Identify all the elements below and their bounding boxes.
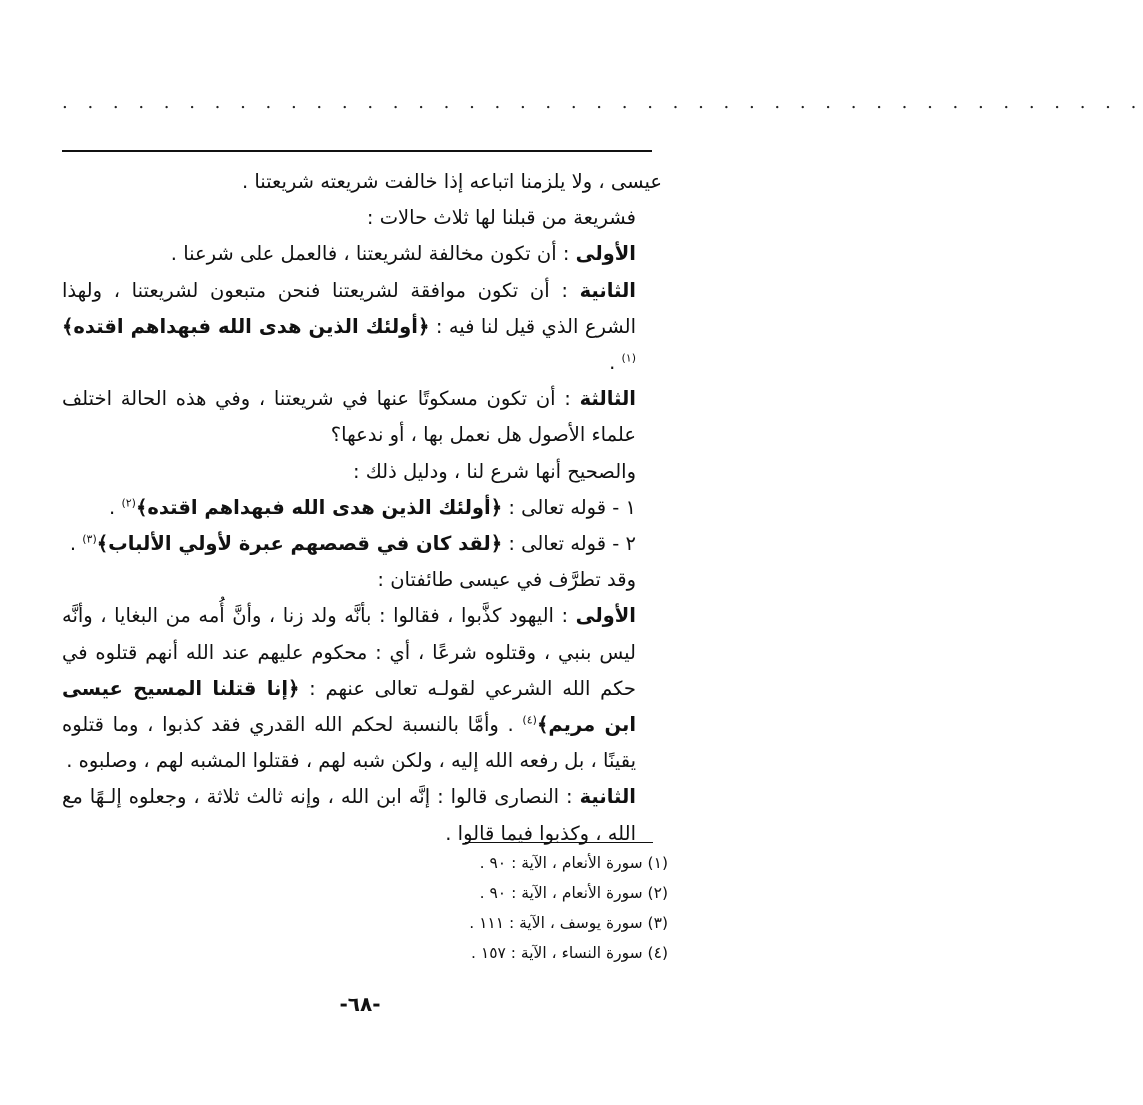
paragraph: وقد تطرَّف في عيسى طائفتان : xyxy=(377,568,636,592)
paragraph-text: : أن تكون مسكوتًا عنها في شريعتنا ، وفي هذه الحالة اختلف علماء الأصول هل نعمل بها ، أو ندعها؟ xyxy=(62,387,636,447)
list-item-text: ٢ - قوله تعالى : xyxy=(502,532,636,556)
footnote-rule xyxy=(465,842,653,843)
paragraph xyxy=(62,779,662,851)
footnotes xyxy=(300,848,668,968)
paragraph: عيسى ، ولا يلزمنا اتباعه إذا خالفت شريعته شريعتنا . xyxy=(241,170,662,193)
paragraph: والصحيح أنها شرع لنا ، ودليل ذلك : xyxy=(352,459,636,483)
page-number: -٦٨- xyxy=(339,992,381,1016)
footnote-ref: (٣) xyxy=(82,532,97,546)
main-text xyxy=(62,164,662,852)
paragraph xyxy=(62,273,662,382)
footnote: (٣) سورة يوسف ، الآية : ١١١ . xyxy=(469,914,668,932)
quran-quote: ﴿لقد كان في قصصهم عبرة لأولي الألباب﴾ xyxy=(96,532,503,556)
footnote: (١) سورة الأنعام ، الآية : ٩٠ . xyxy=(479,854,668,872)
paragraph: فشريعة من قبلنا لها ثلاث حالات : xyxy=(366,206,636,230)
paragraph-text: : أن تكون موافقة لشريعتنا فنحن متبعون لشريعتنا ، ولهذا الشرع الذي قيل لنا فيه : xyxy=(62,278,636,338)
quran-quote: ﴿إنا قتلنا المسيح عيسى ابن مريم﴾ xyxy=(62,676,637,737)
case-label: الثالثة xyxy=(579,387,636,411)
footnote-ref: (٢) xyxy=(121,496,136,510)
paragraph xyxy=(62,490,662,526)
footnote-ref: (٤) xyxy=(522,713,537,727)
case-label: الثانية xyxy=(579,785,636,809)
case-label: الثانية xyxy=(579,278,636,302)
paragraph-text: : اليهود كذَّبوا ، فقالوا : بأنَّه ولد زنا ، وأنَّ أُمه من البغايا ، وأنَّه ليس بنبي ، وقتلوه شرعًا ، أي : محكوم عليهم عند الله أنهم قتلوه في حكم الله الشرعي لقولـه تعالى عنهم : xyxy=(62,604,636,700)
header-dotted-line: . . . . . . . . . . . . . . . . . . . . . . . . . . . . . . . . . . . . . . . . . . . xyxy=(62,92,1143,113)
paragraph-end: . xyxy=(109,495,122,519)
paragraph xyxy=(62,598,662,779)
paragraph-text: : النصارى قالوا : إنَّه ابن الله ، وإنه ثالث ثلاثة ، وجعلوه إلـهًا مع الله ، وكذبوا فيما قالوا . xyxy=(62,785,636,845)
paragraph-text: : أن تكون مخالفة لشريعتنا ، فالعمل على شرعنا . xyxy=(170,242,576,266)
paragraph xyxy=(62,381,662,453)
footnote-ref: (١) xyxy=(621,351,636,365)
quran-quote: ﴿أولئك الذين هدى الله فبهداهم اقتده﴾ xyxy=(135,495,503,519)
list-item-text: ١ - قوله تعالى : xyxy=(502,495,636,519)
footnote: (٢) سورة الأنعام ، الآية : ٩٠ . xyxy=(479,884,668,902)
paragraph-end: . xyxy=(609,351,622,375)
paragraph xyxy=(62,526,662,562)
quran-quote: ﴿أولئك الذين هدى الله فبهداهم اقتده﴾ xyxy=(62,314,430,338)
paragraph xyxy=(62,236,662,272)
paragraph-text: . وأمَّا بالنسبة لحكم الله القدري فقد كذبوا ، وما قتلوه يقينًا ، بل رفعه الله إليه ، ولكن شبه لهم ، فقتلوا المشبه لهم ، وصلبوه . xyxy=(62,713,636,773)
case-label: الأولى xyxy=(575,242,636,266)
footnote: (٤) سورة النساء ، الآية : ١٥٧ . xyxy=(471,944,668,962)
case-label: الأولى xyxy=(575,604,636,628)
paragraph-end: . xyxy=(69,532,83,556)
header-rule xyxy=(62,150,652,152)
